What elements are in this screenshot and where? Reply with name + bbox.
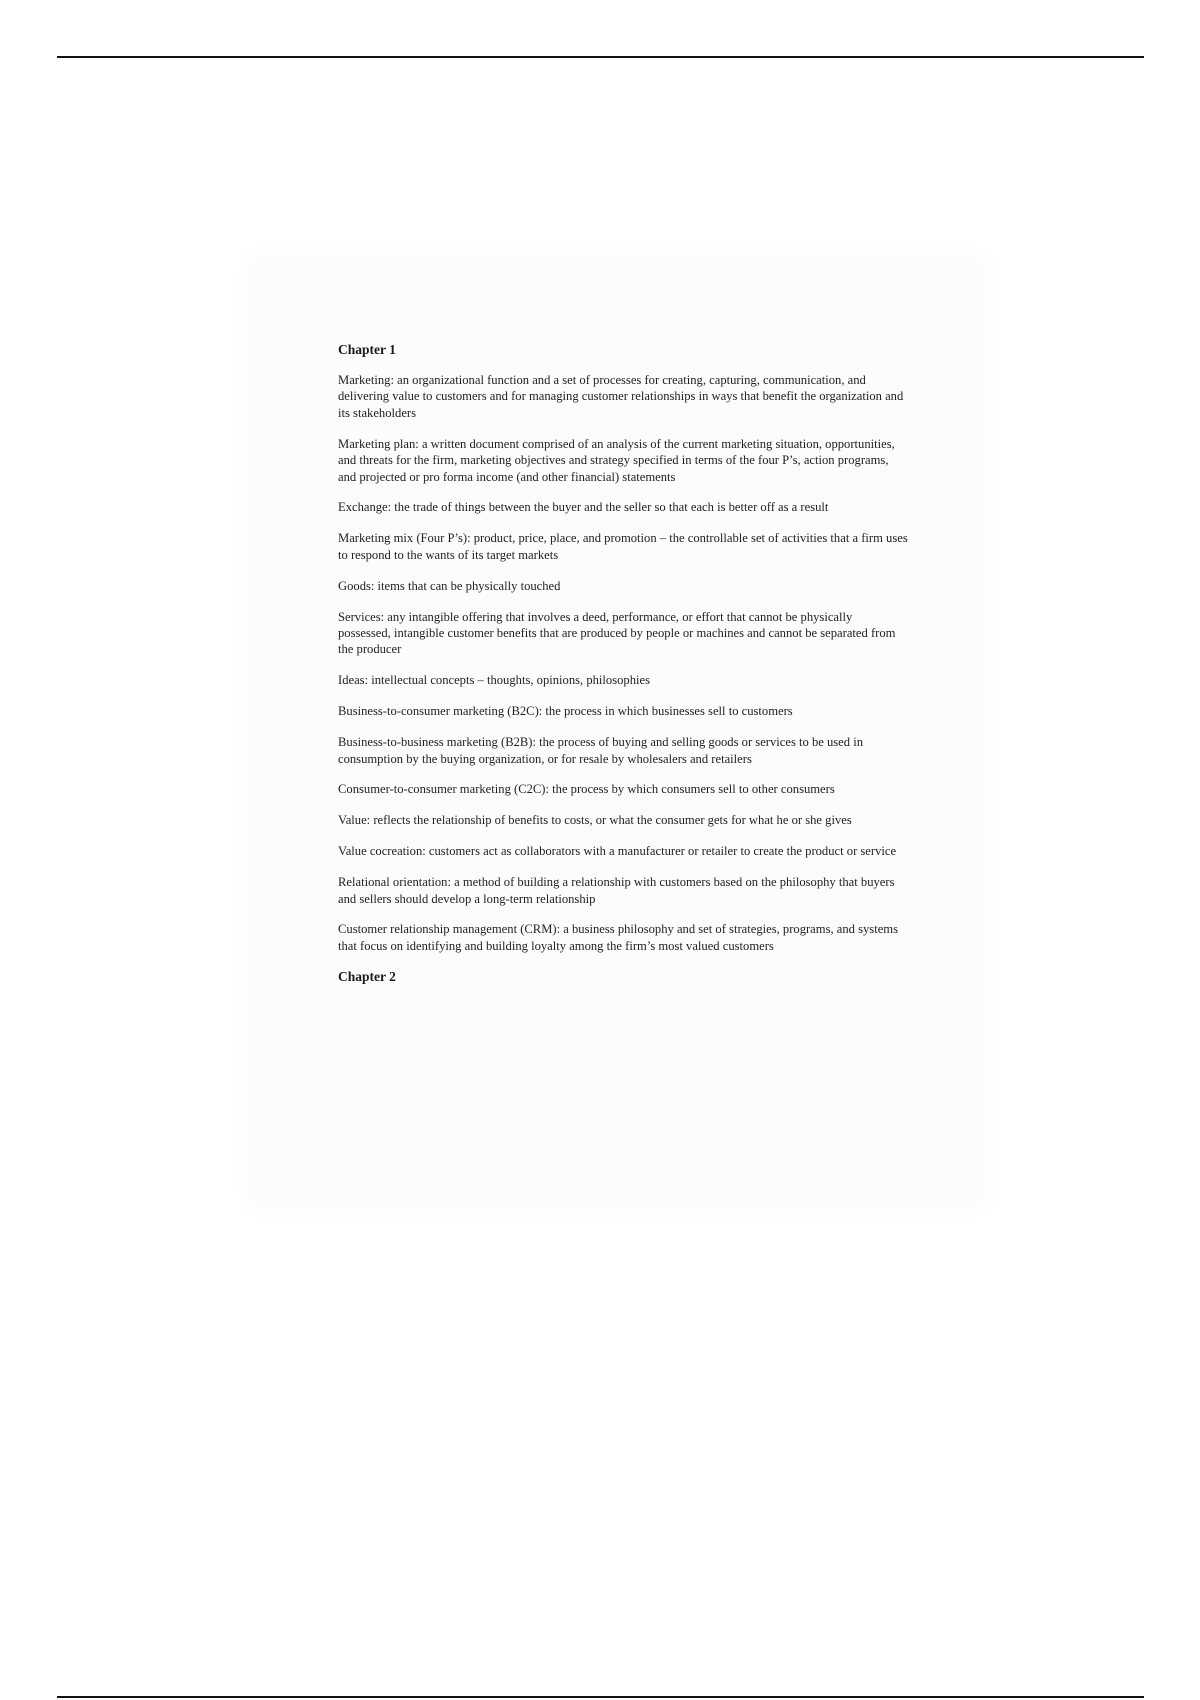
definition-marketing: Marketing: an organizational function and a set of processes for creating, capturing, communication, and delivering value to customers and for managing customer relationships in ways that benefit the organization and its stakeholders: [338, 373, 904, 420]
document-body: [338, 342, 908, 999]
definition-marketing-mix: Marketing mix (Four P’s): product, price, place, and promotion – the controllable set of activities that a firm uses to respond to the wants of its target markets: [338, 531, 908, 562]
definition-exchange: Exchange: the trade of things between the buyer and the seller so that each is better off as a result: [338, 500, 829, 515]
definition-crm: Customer relationship management (CRM): a business philosophy and set of strategies, programs, and systems that focus on identifying and building loyalty among the firm’s most valued customers: [338, 922, 898, 953]
chapter-1-heading: Chapter 1: [338, 342, 396, 357]
definition-b2b: Business-to-business marketing (B2B): the process of buying and selling goods or services to be used in consumption by the buying organization, or for resale by wholesalers and retailers: [338, 735, 864, 766]
definition-b2c: Business-to-consumer marketing (B2C): the process in which businesses sell to customers: [338, 704, 793, 719]
definition-c2c: Consumer-to-consumer marketing (C2C): the process by which consumers sell to other consumers: [338, 782, 835, 797]
top-divider: [57, 56, 1144, 58]
definition-marketing-plan: Marketing plan: a written document comprised of an analysis of the current marketing situation, opportunities, and threats for the firm, marketing objectives and strategy specified in terms of the four P’s, action programs, and projected or pro forma income (and other financial) statements: [338, 436, 895, 484]
definition-value-cocreation: Value cocreation: customers act as collaborators with a manufacturer or retailer to create the product or service: [338, 844, 897, 859]
definition-relational-orientation: Relational orientation: a method of building a relationship with customers based on the philosophy that buyers and sellers should develop a long-term relationship: [338, 875, 895, 906]
definition-ideas: Ideas: intellectual concepts – thoughts, opinions, philosophies: [338, 673, 650, 688]
chapter-2-heading: Chapter 2: [338, 968, 396, 984]
bottom-divider: [57, 1696, 1144, 1698]
definition-goods: Goods: items that can be physically touched: [338, 578, 561, 593]
definition-services: Services: any intangible offering that involves a deed, performance, or effort that cannot be physically possessed, intangible customer benefits that are produced by people or machines and cannot be separated from the producer: [338, 609, 896, 657]
definition-value: Value: reflects the relationship of benefits to costs, or what the consumer gets for what he or she gives: [338, 813, 852, 828]
